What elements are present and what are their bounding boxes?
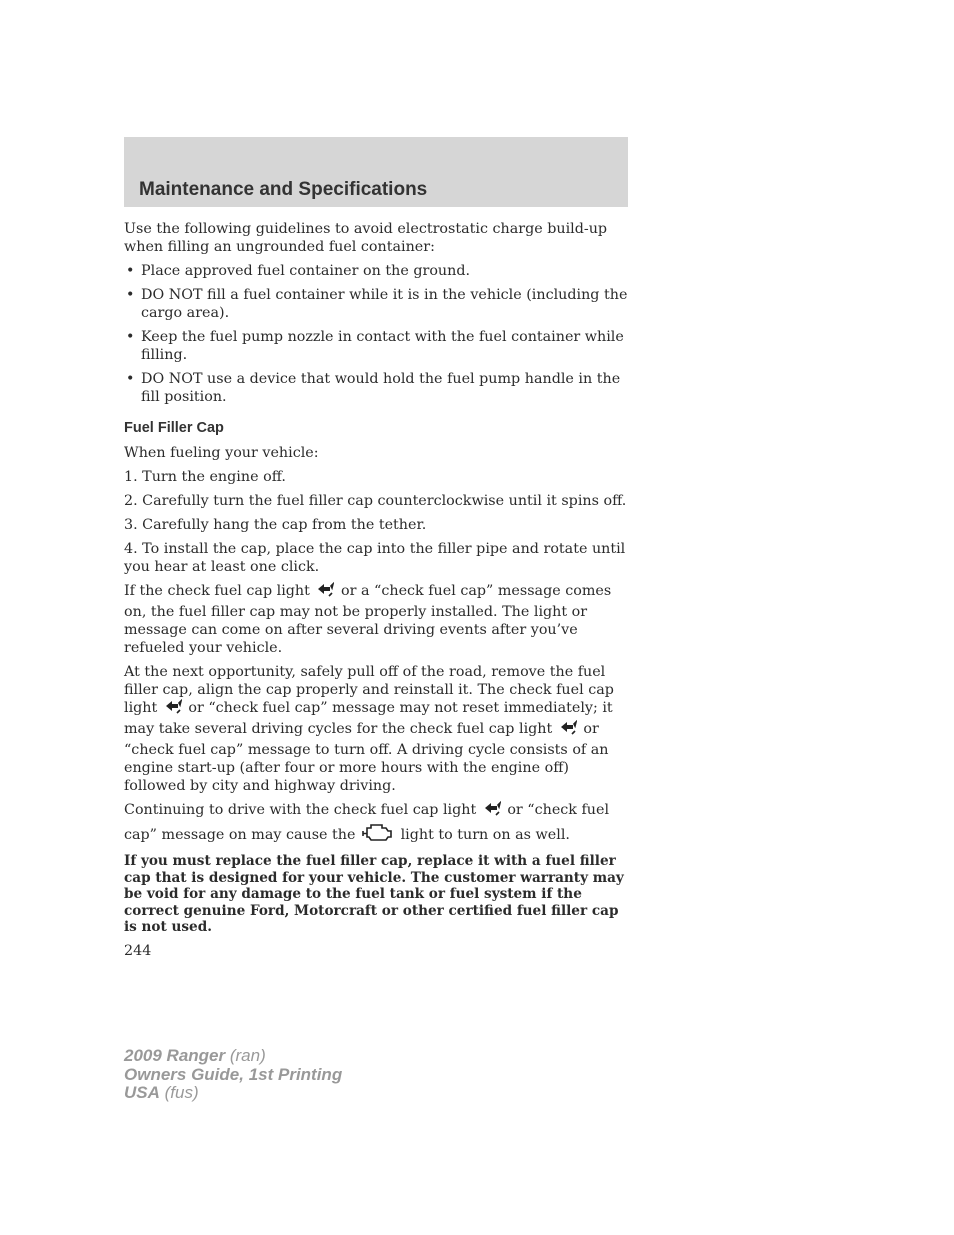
footer-line — [124, 1066, 342, 1085]
text-span: If the check fuel cap light — [124, 583, 310, 599]
list-item: • Place approved fuel container on the ground. — [124, 262, 630, 280]
fuel-cap-icon — [164, 699, 182, 720]
reinstall-paragraph — [124, 663, 630, 795]
text-span: or a “check fuel cap” message comes on, the fuel filler cap may not be properly installed. The light or message can come on after several driving events after you’ve refueled your vehicle. — [124, 583, 612, 656]
guideline-list — [124, 262, 630, 406]
text-span: At the next opportunity, safely pull off of the road, remove the fuel filler cap, align the cap properly and reinstall it. The check fuel cap light — [124, 664, 614, 716]
text-span: or “check fuel cap” message to turn off. A driving cycle consists of an engine start-up (after four or more hours with the engine off) followed by city and highway driving. — [124, 721, 609, 794]
check-engine-icon — [362, 822, 394, 847]
list-item: • DO NOT fill a fuel container while it is in the vehicle (including the cargo area). — [124, 286, 630, 322]
step-item: 1. Turn the engine off. — [124, 469, 286, 485]
page-content — [124, 220, 630, 966]
continuing-paragraph — [124, 801, 630, 847]
footer-market-code: (fus) — [164, 1083, 199, 1102]
print-footer — [124, 1047, 342, 1103]
fuel-cap-icon — [316, 582, 334, 603]
footer-model-code: (ran) — [229, 1046, 266, 1065]
check-fuel-cap-paragraph — [124, 582, 630, 657]
page-number: 244 — [124, 942, 152, 959]
text-span: light to turn on as well. — [400, 827, 570, 843]
footer-line — [124, 1047, 342, 1066]
section-header-band — [124, 137, 628, 207]
text-span: Continuing to drive with the check fuel cap light — [124, 802, 477, 818]
step-item: 2. Carefully turn the fuel filler cap counterclockwise until it spins off. — [124, 493, 627, 509]
text-span: or “check fuel cap” message may not reset immediately; it may take several driving cycles for the check fuel cap light — [124, 700, 613, 737]
section-title-fuel-filler-cap: Fuel Filler Cap — [124, 420, 224, 436]
step-item: 4. To install the cap, place the cap into the filler pipe and rotate until you hear at least one click. — [124, 541, 626, 575]
section-header-title: Maintenance and Specifications — [139, 179, 428, 200]
replacement-warning: If you must replace the fuel filler cap, replace it with a fuel filler cap that is designed for your vehicle. The customer warranty may be void for any damage to the fuel tank or fuel system if the correct genuine Ford, Motorcraft or other certified fuel filler cap is not used. — [124, 853, 624, 935]
step-item: 3. Carefully hang the cap from the tether. — [124, 517, 427, 533]
text-span: or “check fuel cap” message on may cause the — [124, 802, 610, 843]
footer-printing: Owners Guide, 1st Printing — [124, 1064, 343, 1084]
fuel-cap-icon — [559, 720, 577, 741]
list-item: • Keep the fuel pump nozzle in contact with the fuel container while filling. — [124, 328, 630, 364]
footer-line — [124, 1084, 342, 1103]
footer-model: 2009 Ranger — [124, 1046, 226, 1065]
fueling-intro: When fueling your vehicle: — [124, 445, 319, 461]
list-item: • DO NOT use a device that would hold the fuel pump handle in the fill position. — [124, 370, 630, 406]
intro-paragraph: Use the following guidelines to avoid electrostatic charge build-up when filling an ungrounded fuel container: — [124, 221, 608, 255]
fuel-cap-icon — [483, 801, 501, 822]
footer-market: USA — [124, 1083, 160, 1102]
